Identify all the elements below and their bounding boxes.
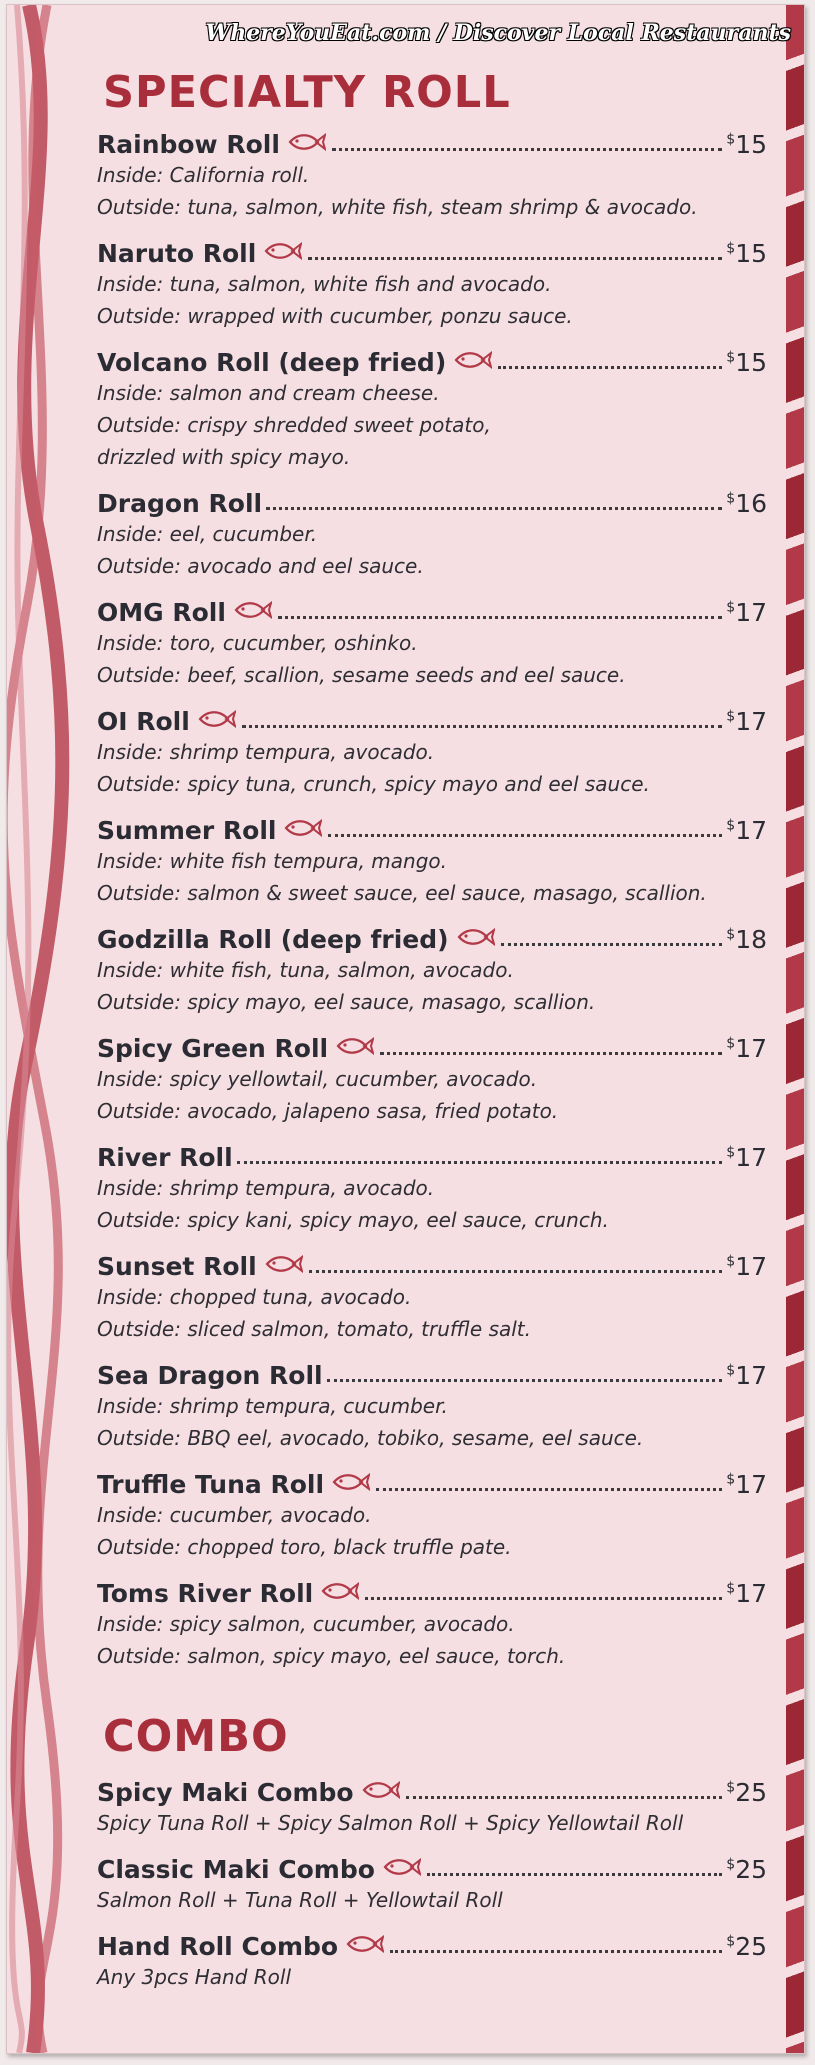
price-amount: 25 xyxy=(735,1778,767,1807)
currency-symbol: $ xyxy=(726,1035,736,1052)
dot-leader xyxy=(380,1052,722,1055)
fish-icon xyxy=(264,242,302,264)
currency-symbol: $ xyxy=(726,1580,736,1597)
dot-leader xyxy=(328,834,722,837)
menu-item-description: Inside: white fish tempura, mango. xyxy=(97,849,448,873)
menu-item-heading xyxy=(97,123,767,159)
menu-item-description: Outside: crispy shredded sweet potato, xyxy=(97,413,491,437)
menu-item-name: Godzilla Roll (deep fried) xyxy=(97,925,449,954)
menu-item xyxy=(97,1027,767,1127)
menu-item-price xyxy=(726,239,767,268)
menu-item-name: River Roll xyxy=(97,1143,233,1172)
menu-item-price xyxy=(726,1034,767,1063)
dot-leader xyxy=(308,257,722,260)
fish-icon xyxy=(288,133,326,155)
menu-item-name: Hand Roll Combo xyxy=(97,1932,339,1961)
currency-symbol: $ xyxy=(726,349,736,366)
menu-item-name: OI Roll xyxy=(97,707,190,736)
menu-item-description: Outside: tuna, salmon, white fish, steam shrimp & avocado. xyxy=(97,195,698,219)
currency-symbol: $ xyxy=(726,131,736,148)
dot-leader xyxy=(278,616,722,619)
menu-item-price xyxy=(726,1778,767,1807)
menu-item-name: OMG Roll xyxy=(97,598,226,627)
menu-item-heading xyxy=(97,1463,767,1499)
dot-leader xyxy=(406,1796,723,1799)
dot-leader xyxy=(501,943,723,946)
menu-item-price xyxy=(726,1932,767,1961)
menu-item-heading xyxy=(97,1925,767,1961)
menu-item-price xyxy=(726,598,767,627)
menu-item-price xyxy=(726,1855,767,1884)
price-amount: 15 xyxy=(735,348,767,377)
fish-icon xyxy=(362,1781,400,1803)
dot-leader xyxy=(237,1161,723,1164)
menu-item-description: Inside: spicy salmon, cucumber, avocado. xyxy=(97,1612,515,1636)
menu-item-heading xyxy=(97,1848,767,1884)
menu-item xyxy=(97,1354,767,1454)
menu-item xyxy=(97,1925,767,1993)
section-title: COMBO xyxy=(103,1711,289,1762)
menu-item-description: Inside: shrimp tempura, avocado. xyxy=(97,740,435,764)
menu-item-name: Classic Maki Combo xyxy=(97,1855,375,1884)
price-amount: 15 xyxy=(735,239,767,268)
menu-item-price xyxy=(726,1361,767,1390)
price-amount: 18 xyxy=(735,925,767,954)
menu-item-name: Truffle Tuna Roll xyxy=(97,1470,325,1499)
currency-symbol: $ xyxy=(726,817,736,834)
fish-icon xyxy=(284,819,322,841)
menu-item-description: Inside: California roll. xyxy=(97,163,310,187)
dot-leader xyxy=(365,1597,722,1600)
menu-item xyxy=(97,123,767,223)
menu-item-description: Inside: shrimp tempura, avocado. xyxy=(97,1176,435,1200)
menu-item xyxy=(97,591,767,691)
menu-item-price xyxy=(726,1579,767,1608)
menu-item-description: Outside: beef, scallion, sesame seeds and eel sauce. xyxy=(97,663,626,687)
menu-item-price xyxy=(726,816,767,845)
menu-item xyxy=(97,1848,767,1916)
menu-item-description: Inside: shrimp tempura, cucumber. xyxy=(97,1394,448,1418)
currency-symbol: $ xyxy=(726,926,736,943)
menu-item-description: Inside: white fish, tuna, salmon, avocado. xyxy=(97,958,514,982)
menu-item-description: Any 3pcs Hand Roll xyxy=(97,1965,292,1989)
menu-item-name: Spicy Maki Combo xyxy=(97,1778,354,1807)
menu-item-name: Rainbow Roll xyxy=(97,130,280,159)
menu-item-description: Outside: spicy mayo, eel sauce, masago, scallion. xyxy=(97,990,596,1014)
menu-item-price xyxy=(726,489,767,518)
menu-item-description: Outside: wrapped with cucumber, ponzu sauce. xyxy=(97,304,573,328)
menu-item-heading xyxy=(97,1354,767,1390)
menu-item-name: Volcano Roll (deep fried) xyxy=(97,348,447,377)
decorative-waves xyxy=(7,5,79,2053)
dot-leader xyxy=(266,507,722,510)
menu-item-description: Inside: cucumber, avocado. xyxy=(97,1503,372,1527)
dot-leader xyxy=(242,725,722,728)
menu-item-name: Sea Dragon Roll xyxy=(97,1361,323,1390)
menu-item-price xyxy=(726,348,767,377)
currency-symbol: $ xyxy=(726,599,736,616)
fish-icon xyxy=(346,1935,384,1957)
currency-symbol: $ xyxy=(726,708,736,725)
menu-item-heading xyxy=(97,1771,767,1807)
currency-symbol: $ xyxy=(726,1933,736,1950)
currency-symbol: $ xyxy=(726,1856,736,1873)
dot-leader xyxy=(498,366,722,369)
menu-item-description: Inside: salmon and cream cheese. xyxy=(97,381,440,405)
menu-item-heading xyxy=(97,809,767,845)
menu-item-name: Spicy Green Roll xyxy=(97,1034,329,1063)
currency-symbol: $ xyxy=(726,1253,736,1270)
menu-item-description: Outside: salmon, spicy mayo, eel sauce, torch. xyxy=(97,1644,566,1668)
menu-item-heading xyxy=(97,1245,767,1281)
dot-leader xyxy=(327,1379,723,1382)
menu-item xyxy=(97,1245,767,1345)
site-banner: WhereYouEat.com / Discover Local Restaurants xyxy=(205,20,791,46)
menu-item-price xyxy=(726,130,767,159)
section-title: SPECIALTY ROLL xyxy=(103,67,511,118)
menu-page xyxy=(6,4,805,2054)
price-amount: 17 xyxy=(735,598,767,627)
menu-item xyxy=(97,1136,767,1236)
price-amount: 17 xyxy=(735,1579,767,1608)
menu-item-heading xyxy=(97,232,767,268)
dot-leader xyxy=(309,1270,723,1273)
price-amount: 15 xyxy=(735,130,767,159)
price-amount: 17 xyxy=(735,1143,767,1172)
currency-symbol: $ xyxy=(726,1362,736,1379)
menu-item-description: Inside: spicy yellowtail, cucumber, avocado. xyxy=(97,1067,538,1091)
price-amount: 17 xyxy=(735,816,767,845)
menu-item-description: Outside: spicy tuna, crunch, spicy mayo and eel sauce. xyxy=(97,772,650,796)
menu-item-description: Outside: spicy kani, spicy mayo, eel sauce, crunch. xyxy=(97,1208,609,1232)
menu-item-heading xyxy=(97,341,767,377)
menu-item-description: Inside: tuna, salmon, white fish and avocado. xyxy=(97,272,552,296)
fish-icon xyxy=(332,1473,370,1495)
menu-item xyxy=(97,918,767,1018)
fish-icon xyxy=(457,928,495,950)
menu-item-heading xyxy=(97,482,767,518)
menu-item-heading xyxy=(97,591,767,627)
currency-symbol: $ xyxy=(726,490,736,507)
dot-leader xyxy=(332,148,722,151)
menu-item xyxy=(97,809,767,909)
currency-symbol: $ xyxy=(726,240,736,257)
price-amount: 17 xyxy=(735,707,767,736)
menu-item-description: drizzled with spicy mayo. xyxy=(97,445,351,469)
menu-item-description: Outside: chopped toro, black truffle pate. xyxy=(97,1535,512,1559)
price-amount: 16 xyxy=(735,489,767,518)
fish-icon xyxy=(383,1858,421,1880)
fish-icon xyxy=(336,1037,374,1059)
menu-item xyxy=(97,482,767,582)
menu-item-description: Inside: toro, cucumber, oshinko. xyxy=(97,631,418,655)
menu-item-heading xyxy=(97,1572,767,1608)
menu-item-description: Spicy Tuna Roll + Spicy Salmon Roll + Spicy Yellowtail Roll xyxy=(97,1811,684,1835)
menu-item-heading xyxy=(97,1027,767,1063)
fish-icon xyxy=(198,710,236,732)
menu-item-name: Sunset Roll xyxy=(97,1252,257,1281)
fish-icon xyxy=(454,351,492,373)
price-amount: 17 xyxy=(735,1034,767,1063)
fish-icon xyxy=(321,1582,359,1604)
menu-item-name: Summer Roll xyxy=(97,816,277,845)
menu-item-description: Outside: salmon & sweet sauce, eel sauce, masago, scallion. xyxy=(97,881,707,905)
currency-symbol: $ xyxy=(726,1471,736,1488)
menu-item-description: Outside: avocado and eel sauce. xyxy=(97,554,424,578)
menu-item-heading xyxy=(97,918,767,954)
menu-item-description: Salmon Roll + Tuna Roll + Yellowtail Roll xyxy=(97,1888,503,1912)
menu-item-heading xyxy=(97,1136,767,1172)
menu-item-name: Toms River Roll xyxy=(97,1579,314,1608)
menu-item xyxy=(97,700,767,800)
dot-leader xyxy=(390,1950,722,1953)
fish-icon xyxy=(265,1255,303,1277)
menu-item-description: Inside: chopped tuna, avocado. xyxy=(97,1285,412,1309)
menu-item-price xyxy=(726,925,767,954)
price-amount: 17 xyxy=(735,1361,767,1390)
dot-leader xyxy=(376,1488,722,1491)
menu-item-description: Outside: sliced salmon, tomato, truffle salt. xyxy=(97,1317,531,1341)
price-amount: 17 xyxy=(735,1252,767,1281)
menu-item-name: Naruto Roll xyxy=(97,239,257,268)
menu-item-description: Inside: eel, cucumber. xyxy=(97,522,318,546)
currency-symbol: $ xyxy=(726,1144,736,1161)
currency-symbol: $ xyxy=(726,1779,736,1796)
menu-item-description: Outside: avocado, jalapeno sasa, fried potato. xyxy=(97,1099,559,1123)
menu-item xyxy=(97,1463,767,1563)
menu-item-price xyxy=(726,1252,767,1281)
price-amount: 25 xyxy=(735,1932,767,1961)
dot-leader xyxy=(427,1873,722,1876)
menu-item-description: Outside: BBQ eel, avocado, tobiko, sesame, eel sauce. xyxy=(97,1426,644,1450)
menu-item-name: Dragon Roll xyxy=(97,489,263,518)
menu-item-heading xyxy=(97,700,767,736)
price-amount: 25 xyxy=(735,1855,767,1884)
menu-item xyxy=(97,232,767,332)
menu-item xyxy=(97,341,767,473)
price-amount: 17 xyxy=(735,1470,767,1499)
menu-item xyxy=(97,1572,767,1672)
menu-item xyxy=(97,1771,767,1839)
fish-icon xyxy=(234,601,272,623)
decorative-right-band xyxy=(786,5,804,2053)
menu-item-price xyxy=(726,1143,767,1172)
menu-item-price xyxy=(726,1470,767,1499)
menu-item-price xyxy=(726,707,767,736)
